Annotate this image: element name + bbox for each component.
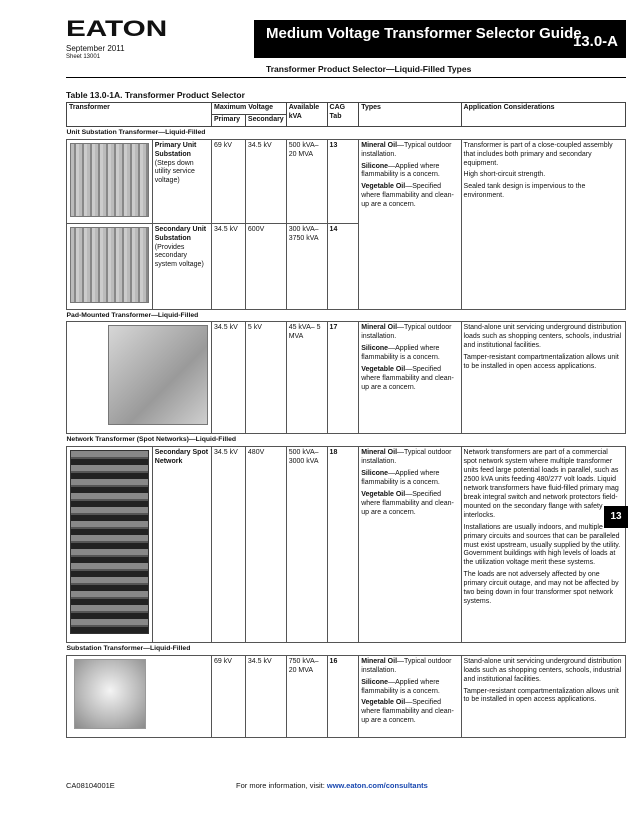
- transformer-name: Primary Unit Substation: [154, 141, 197, 158]
- type-item: Silicone—Applied where flammability is a concern.: [361, 345, 440, 362]
- col-application: Application Considerations: [461, 103, 625, 127]
- section-title: Pad-Mounted Transformer—Liquid-Filled: [67, 309, 626, 322]
- transformer-name-cell: [152, 223, 211, 309]
- table-row: [67, 139, 626, 223]
- secondary-voltage: 34.5 kV: [245, 655, 286, 737]
- type-item: Mineral Oil—Typical outdoor installation.: [361, 448, 452, 465]
- col-primary: Primary: [212, 114, 246, 126]
- network-transformer-photo: [70, 450, 149, 634]
- table-row: [67, 655, 626, 737]
- type-item: Silicone—Applied where flammability is a concern.: [361, 469, 440, 486]
- application-item: Transformer is part of a close-coupled assembly that includes both primary and secondary equipment.: [463, 141, 613, 167]
- section-title: Network Transformer (Spot Networks)—Liquid-Filled: [67, 434, 626, 447]
- sheet-number: Sheet 13001: [66, 54, 101, 60]
- header-row: [67, 103, 626, 115]
- header-bar: [254, 20, 626, 58]
- available-kva: 300 kVA– 3750 kVA: [286, 223, 327, 309]
- section-subheading: Transformer Product Selector—Liquid-Filled Types: [266, 64, 472, 74]
- available-kva: 500 kVA– 20 MVA: [286, 139, 327, 223]
- application-cell: [461, 322, 625, 434]
- type-item: Vegetable Oil—Specified where flammability and clean-up are a concern.: [361, 183, 454, 209]
- cag-tab: 18: [327, 446, 359, 642]
- application-item: The loads are not adversely affected by one primary circuit outage, and may not be affected by two being down in four transformer spot network systems.: [463, 571, 619, 606]
- publish-date: September 2011: [66, 44, 125, 53]
- col-transformer: Transformer: [67, 103, 212, 127]
- application-item: Tamper-resistant compartmentalization allows unit to be installed in open access applications.: [463, 687, 619, 704]
- application-item: Installations are usually indoors, and multiple primary circuits and sources that can be paralleled must exist upstream, usually supplied by the utility. Government buildings with high levels of loads at the utilization voltage merit these systems.: [463, 523, 621, 567]
- section-heading: [67, 309, 626, 322]
- chapter-tab[interactable]: 13: [604, 506, 628, 528]
- product-selector-table: [66, 102, 626, 738]
- application-item: Tamper-resistant compartmentalization allows unit to be installed in open access applications.: [463, 354, 619, 371]
- table-row: [67, 446, 626, 642]
- transformer-image: [67, 139, 153, 223]
- application-cell: [461, 655, 625, 737]
- secondary-voltage: 34.5 kV: [245, 139, 286, 223]
- col-max-voltage: Maximum Voltage: [212, 103, 287, 115]
- section-heading: [67, 434, 626, 447]
- transformer-name-cell: [152, 139, 211, 223]
- primary-voltage: 34.5 kV: [212, 446, 246, 642]
- secondary-voltage: 600V: [245, 223, 286, 309]
- type-item: Mineral Oil—Typical outdoor installation.: [361, 141, 452, 158]
- types-cell: [359, 655, 461, 737]
- footer-prefix: For more information, visit:: [236, 781, 327, 790]
- type-item: Silicone—Applied where flammability is a concern.: [361, 678, 440, 695]
- secondary-voltage: 5 kV: [245, 322, 286, 434]
- col-cag-tab: CAG Tab: [327, 103, 359, 127]
- transformer-image: [67, 322, 212, 434]
- application-item: Stand-alone unit servicing underground distribution loads such as shopping centers, schools, industrial and institutional facilities.: [463, 657, 622, 683]
- primary-voltage: 34.5 kV: [212, 322, 246, 434]
- primary-voltage: 69 kV: [212, 655, 246, 737]
- types-cell: [359, 322, 461, 434]
- type-item: Vegetable Oil—Specified where flammability and clean-up are a concern.: [361, 366, 454, 391]
- secondary-substation-photo: [70, 227, 149, 303]
- application-item: Sealed tank design is impervious to the environment.: [463, 183, 586, 200]
- section-title: Substation Transformer—Liquid-Filled: [67, 642, 626, 655]
- cag-tab: 16: [327, 655, 359, 737]
- transformer-image: [67, 446, 153, 642]
- types-cell: [359, 446, 461, 642]
- cag-tab: 17: [327, 322, 359, 434]
- footer-info: [236, 781, 428, 790]
- type-item: Silicone—Applied where flammability is a concern.: [361, 162, 440, 179]
- application-item: Network transformers are part of a commercial spot network system where multiple transformer units feed large potential loads in parallel, such as 2500 kVA units feeding 480/277 volt loads. Liquid network transformers have fluid-filled primary mag break integral switch and network protectors field-mounted on the secondary flange with safety interlocks.: [463, 448, 619, 519]
- unit-substation-photo: [70, 143, 149, 217]
- available-kva: 500 kVA– 3000 kVA: [286, 446, 327, 642]
- type-item: Vegetable Oil—Specified where flammability and clean-up are a concern.: [361, 490, 454, 516]
- application-cell: [461, 139, 625, 309]
- section-code: 13.0-A: [572, 33, 618, 50]
- transformer-name-cell: [152, 446, 211, 642]
- type-item: Vegetable Oil—Specified where flammability and clean-up are a concern.: [361, 699, 454, 725]
- cag-tab: 13: [327, 139, 359, 223]
- section-heading: [67, 642, 626, 655]
- transformer-name: Secondary Spot Network: [154, 448, 209, 465]
- page-title: Medium Voltage Transformer Selector Guide: [266, 25, 582, 42]
- available-kva: 750 kVA– 20 MVA: [286, 655, 327, 737]
- table-title: Table 13.0-1A. Transformer Product Selector: [66, 90, 245, 100]
- application-item: High short-circuit strength.: [463, 171, 546, 179]
- col-available-kva: Available kVA: [286, 103, 327, 127]
- col-types: Types: [359, 103, 461, 127]
- primary-voltage: 69 kV: [212, 139, 246, 223]
- type-item: Mineral Oil—Typical outdoor installation.: [361, 324, 452, 341]
- document-number: CA08104001E: [66, 781, 115, 790]
- transformer-image: [67, 655, 212, 737]
- section-title: Unit Substation Transformer—Liquid-Filled: [67, 126, 626, 139]
- eaton-logo: EATON: [66, 16, 168, 41]
- application-item: Stand-alone unit servicing underground distribution loads such as shopping centers, schools, industrial and institutional facilities.: [463, 324, 622, 350]
- transformer-image: [67, 223, 153, 309]
- transformer-note: (Provides secondary system voltage): [154, 243, 204, 269]
- types-cell: [359, 139, 461, 309]
- substation-transformer-photo: [74, 659, 146, 729]
- available-kva: 45 kVA– 5 MVA: [286, 322, 327, 434]
- consultants-link[interactable]: www.eaton.com/consultants: [326, 781, 428, 790]
- col-secondary: Secondary: [245, 114, 286, 126]
- type-item: Mineral Oil—Typical outdoor installation.: [361, 657, 452, 674]
- table-row: [67, 322, 626, 434]
- cag-tab: 14: [327, 223, 359, 309]
- transformer-note: (Steps down utility service voltage): [154, 159, 195, 185]
- secondary-voltage: 480V: [245, 446, 286, 642]
- primary-voltage: 34.5 kV: [212, 223, 246, 309]
- transformer-name: Secondary Unit Substation: [154, 225, 207, 242]
- pad-mounted-photo: [108, 325, 208, 425]
- application-cell: [461, 446, 625, 642]
- divider: [66, 77, 626, 78]
- section-heading: [67, 126, 626, 139]
